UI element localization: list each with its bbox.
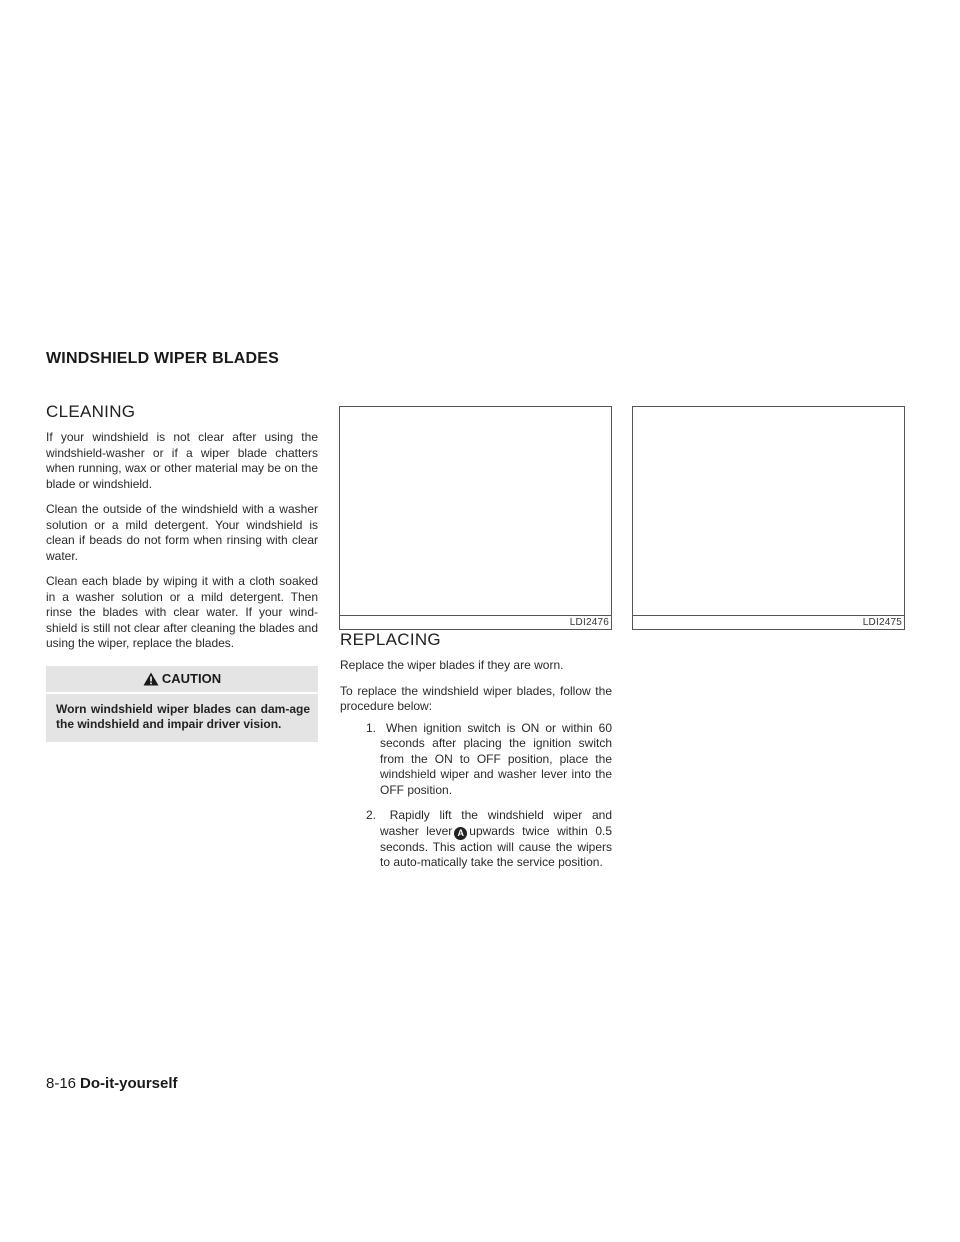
page-number: 8-16 [46,1075,77,1092]
procedure-step [340,721,612,799]
replacing-paragraph: Replace the wiper blades if they are worn. [340,658,564,672]
cleaning-heading: CLEANING [46,402,136,421]
replacing-paragraph: To replace the windshield wiper blades, follow the procedure below: [340,683,612,713]
cleaning-paragraph: Clean each blade by wiping it with a cloth soaked in a washer solution or a mild detergent. Then rinse the blades with clear water. If your wind-shield is still not clear after cleaning the blades and using the wiper, replace the blades. [46,574,318,650]
figure-caption-rule [340,615,611,616]
figure-wiper-blade [632,406,905,630]
warning-icon [143,672,159,686]
figure-wiper-lever [339,406,612,630]
figure-label: LDI2475 [862,617,902,628]
caution-title: CAUTION [161,671,222,686]
cleaning-column [46,402,318,742]
procedure-step [340,808,612,871]
step-number: 1. [366,720,377,735]
step-number: 2. [366,808,377,822]
replacing-column [340,630,612,881]
caution-box [46,666,318,742]
figure-caption-rule [633,615,904,616]
caution-text: Worn windshield wiper blades can dam-age the windshield and impair driver vision. [56,701,310,731]
cleaning-paragraph: Clean the outside of the windshield with a washer solution or a mild detergent. Your windshield is clean if beads do not form when rinsing with clear water. [46,502,318,563]
step-text: When ignition switch is ON or within 60 seconds after placing the ignition switch from the ON to OFF position, place the windshield wiper and washer lever into the OFF position. [380,720,612,797]
replacing-heading: REPLACING [340,630,441,649]
footer-section: Do-it-yourself [80,1075,178,1092]
cleaning-paragraph: If your windshield is not clear after using the windshield-washer or if a wiper blade chatters when running, wax or other material may be on the blade or windshield. [46,430,318,491]
step-text: Rapidly lift the windshield wiper and washer lever [380,808,612,838]
page-footer [46,1075,178,1092]
figure-label: LDI2476 [569,617,609,628]
procedure-steps [340,721,612,871]
callout-a-icon: A [454,827,467,840]
section-title: WINDSHIELD WIPER BLADES [46,350,280,367]
caution-header [46,666,318,694]
step-text: upwards twice within 0.5 seconds. This action will cause the wipers to auto-matically take the service position. [380,823,613,869]
